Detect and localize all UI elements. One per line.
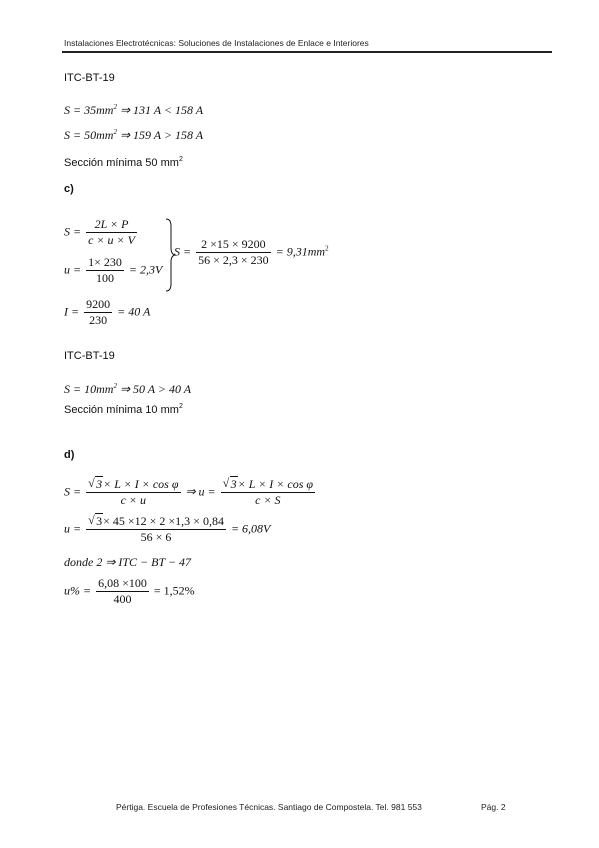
eq-d4-den: 400: [113, 592, 132, 606]
eq-d1-num-1-text: × L × I × cos φ: [103, 477, 179, 491]
footer-page-number: Pág. 2: [481, 802, 506, 812]
eq-s-den: c × u × V: [88, 233, 135, 247]
footer-contact: Pértiga. Escuela de Profesiones Técnicas. Santiago de Compostela. Tel. 981 553: [116, 802, 422, 812]
eq-d1-num-2-text: × L × I × cos φ: [237, 477, 314, 491]
min-section-50-text: Sección mínima 50 mm: [64, 157, 179, 169]
equation-s50: [64, 128, 203, 143]
ref-itc-bt-19-2: ITC-BT-19: [64, 350, 115, 362]
page-header-title: Instalaciones Electrotécnicas: Soluciones de Instalaciones de Enlace e Interiores: [64, 38, 369, 48]
eq-d1-lhs: S =: [64, 484, 82, 499]
equation-donde: donde 2 ⇒ ITC − BT − 47: [64, 555, 192, 569]
eq-result-den: 56 × 2,3 × 230: [198, 253, 269, 267]
min-section-10: [64, 404, 183, 416]
eq-result-num: 2 ×15 × 9200: [196, 238, 271, 253]
eq-i-lhs: I =: [64, 304, 80, 319]
eq-d4-rhs: = 1,52%: [153, 583, 195, 598]
equation-s35: [64, 103, 203, 118]
eq-u-den: 100: [96, 271, 114, 285]
equation-s10-exp: 2: [113, 382, 117, 390]
eq-d1-num-1: [86, 478, 180, 493]
eq-d1-den-1: c × u: [120, 493, 147, 507]
equation-s10-lhs: S = 10mm: [64, 382, 114, 396]
eq-result-fraction: [196, 238, 271, 267]
eq-u-lhs: u =: [64, 262, 82, 277]
section-d-label: d): [64, 449, 75, 461]
equation-u-value: [64, 256, 162, 285]
eq-s-lhs: S =: [64, 224, 82, 239]
eq-d2-den: 56 × 6: [140, 530, 172, 544]
eq-u-fraction: [86, 256, 124, 285]
eq-d1-root-2: 3: [230, 477, 237, 491]
eq-d2-fraction: [86, 515, 226, 544]
equation-s-formula: [64, 218, 139, 247]
equation-s-voltage-drop: [64, 478, 317, 507]
ref-itc-bt-19-1: ITC-BT-19: [64, 72, 115, 84]
eq-i-fraction: [84, 298, 112, 327]
eq-result-lhs: S =: [174, 244, 192, 259]
equation-s-result: [174, 238, 329, 267]
eq-d2-rhs: = 6,08V: [230, 521, 271, 536]
eq-d1-num-2: [221, 478, 315, 493]
eq-i-den: 230: [89, 313, 108, 327]
eq-u-num: 1× 230: [88, 255, 122, 269]
eq-s-fraction: [86, 218, 137, 247]
eq-d2-root: 3: [96, 514, 103, 528]
equation-s35-exp: 2: [113, 103, 117, 111]
equation-i-value: [64, 298, 150, 327]
eq-d1-root-1: 3: [96, 477, 103, 491]
eq-u-rhs: = 2,3V: [128, 262, 163, 277]
eq-d1-arrow: ⇒ u =: [185, 484, 216, 499]
eq-d1-fraction-2: [221, 478, 315, 507]
eq-d4-lhs: u% =: [64, 583, 92, 598]
min-section-50-exp: 2: [178, 156, 183, 163]
eq-result-exp: 2: [325, 244, 329, 253]
eq-i-rhs: = 40 A: [117, 304, 151, 319]
eq-d2-num: [86, 515, 226, 530]
equation-s50-rhs: ⇒ 159 A > 158 A: [116, 128, 204, 142]
equation-s35-rhs: ⇒ 131 A < 158 A: [116, 103, 204, 117]
header-rule: [62, 51, 552, 53]
section-c-label: c): [64, 183, 74, 195]
eq-d4-fraction: [96, 577, 149, 606]
eq-result-rhs: = 9,31mm: [275, 244, 326, 259]
equation-u-percent: [64, 577, 195, 606]
eq-i-num: 9200: [86, 297, 111, 311]
sqrt-icon: √ 3: [88, 476, 103, 491]
min-section-50: [64, 157, 183, 169]
sqrt-icon: √ 3: [88, 513, 103, 528]
min-section-10-text: Sección mínima 10 mm: [64, 404, 179, 416]
eq-d2-num-text: × 45 ×12 × 2 ×1,3 × 0,84: [103, 514, 224, 528]
min-section-10-exp: 2: [178, 403, 183, 410]
eq-d2-lhs: u =: [64, 521, 82, 536]
eq-d4-num: 6,08 ×100: [98, 576, 147, 590]
equation-u-calculation: [64, 515, 270, 544]
eq-d1-fraction-1: [86, 478, 180, 507]
sqrt-icon: √ 3: [222, 476, 237, 491]
equation-s35-lhs: S = 35mm: [64, 103, 114, 117]
equation-s10: [64, 382, 191, 397]
equation-s50-lhs: S = 50mm: [64, 128, 114, 142]
equation-s10-rhs: ⇒ 50 A > 40 A: [116, 382, 192, 396]
eq-s-num: 2L × P: [86, 218, 137, 233]
eq-d1-den-2: c × S: [255, 493, 281, 507]
equation-s50-exp: 2: [113, 128, 117, 136]
